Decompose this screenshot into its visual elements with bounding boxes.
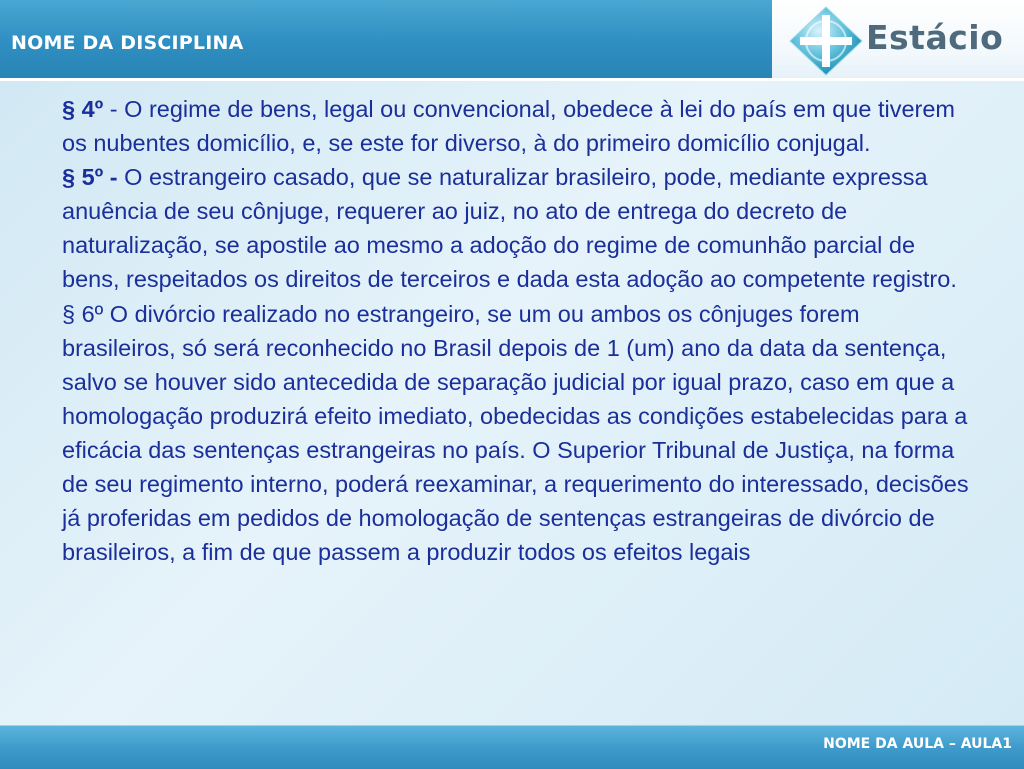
discipline-title: NOME DA DISCIPLINA [11,32,244,54]
paragraph-4-dash: - [103,96,118,122]
paragraph-4-text: O regime de bens, legal ou convencional, obedece à lei do país em que tiverem os nubentes domicílio, e, se este for diverso, à do primeiro domicílio conjugal. [62,96,955,157]
lesson-label: NOME DA AULA – AULA1 [823,736,1012,752]
paragraph-5 [62,160,972,296]
cross-globe-logo-icon [788,5,864,77]
content-body [62,92,972,569]
paragraph-5-text: O estrangeiro casado, que se naturalizar brasileiro, pode, mediante expressa anuência de seu cônjuge, requerer ao juiz, no ato de entrega do decreto de naturalização, se apostile ao mesmo a adoção do regime de comunhão parcial de bens, respeitados os direitos de terceiros e dada esta adoção ao competente registro. [62,164,957,293]
paragraph-4 [62,92,972,160]
paragraph-6 [62,297,972,570]
header-divider [0,78,1024,81]
logo-text: Estácio [866,18,1004,57]
paragraph-4-label: § 4º [62,96,104,122]
paragraph-6-text: § 6º O divórcio realizado no estrangeiro, se um ou ambos os cônjuges forem brasileiros, só será reconhecido no Brasil depois de 1 (um) ano da data da sentença, salvo se houver sido antecedida de separação judicial por igual prazo, caso em que a homologação produzirá efeito imediato, obedecidas as condições estabelecidas para a eficácia das sentenças estrangeiras no país. O Superior Tribunal de Justiça, na forma de seu regimento interno, poderá reexaminar, a requerimento do interessado, decisões já proferidas em pedidos de homologação de sentenças estrangeiras de divórcio de brasileiros, a fim de que passem a produzir todos os efeitos legais [62,300,969,566]
paragraph-5-label: § 5º - [62,164,118,191]
